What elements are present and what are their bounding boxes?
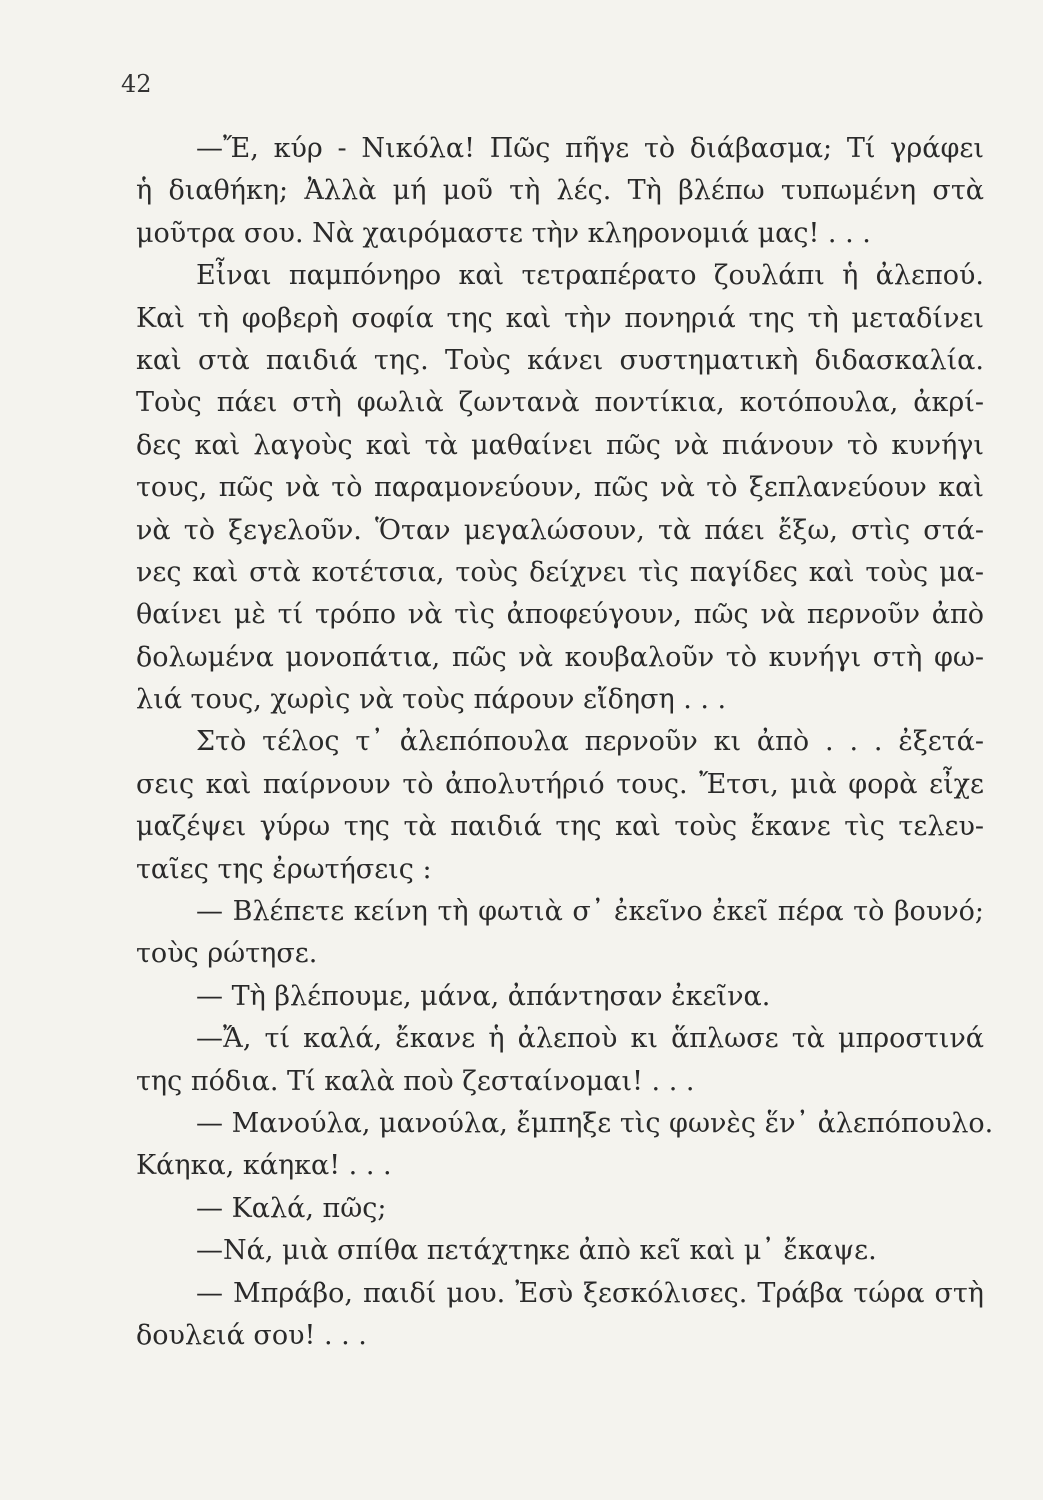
text-line: της πόδια. Τί καλὰ ποὺ ζεσταίνομαι! . . . <box>136 1065 695 1097</box>
text-line: Κάηκα, κάηκα! . . . <box>136 1150 392 1182</box>
text-line: ταῖες της ἐρωτήσεις : <box>136 853 432 885</box>
text-line: — Καλά, πῶς; <box>196 1192 387 1224</box>
text-line: καὶ στὰ παιδιά της. Τοὺς κάνει συστηματικὴ διδασκαλία. <box>136 344 984 376</box>
text-line: δουλειά σου! . . . <box>136 1319 367 1351</box>
page-number: 42 <box>121 70 152 98</box>
text-line: Στὸ τέλος τ᾽ ἀλεπόπουλα περνοῦν κι ἀπὸ . . . ἐξετά- <box>196 726 984 758</box>
text-line: θαίνει μὲ τί τρόπο νὰ τὶς ἀποφεύγουν, πῶς νὰ περνοῦν ἀπὸ <box>136 599 984 631</box>
text-line: —Νά, μιὰ σπίθα πετάχτηκε ἀπὸ κεῖ καὶ μ᾽ ἔκαψε. <box>196 1235 877 1267</box>
text-line: — Μπράβο, παιδί μου. Ἐσὺ ξεσκόλισες. Τράβα τώρα στὴ <box>196 1277 984 1309</box>
body-text <box>136 128 994 1357</box>
text-line: νὰ τὸ ξεγελοῦν. Ὅταν μεγαλώσουν, τὰ πάει ἔξω, στὶς στά- <box>136 514 984 546</box>
text-line: — Βλέπετε κείνη τὴ φωτιὰ σ᾽ ἐκεῖνο ἐκεῖ πέρα τὸ βουνό; <box>196 896 984 928</box>
text-line: δες καὶ λαγοὺς καὶ τὰ μαθαίνει πῶς νὰ πιάνουν τὸ κυνήγι <box>136 429 984 461</box>
text-line: —Ἔ, κύρ - Νικόλα! Πῶς πῆγε τὸ διάβασμα; Τί γράφει <box>196 133 984 164</box>
text-line: ἡ διαθήκη; Ἀλλὰ μή μοῦ τὴ λές. Τὴ βλέπω τυπωμένη στὰ <box>136 175 984 207</box>
text-line: τους, πῶς νὰ τὸ παραμονεύουν, πῶς νὰ τὸ ξεπλανεύουν καὶ <box>136 472 984 504</box>
text-line: νες καὶ στὰ κοτέτσια, τοὺς δείχνει τὶς παγίδες καὶ τοὺς μα- <box>136 556 984 588</box>
text-line: — Μανούλα, μανούλα, ἔμπηξε τὶς φωνὲς ἕν᾽ ἀλεπόπουλο. <box>196 1107 994 1139</box>
text-line: —Ἄ, τί καλά, ἔκανε ἡ ἀλεποὺ κι ἅπλωσε τὰ μπροστινά <box>196 1023 984 1055</box>
text-line: Καὶ τὴ φοβερὴ σοφία της καὶ τὴν πονηριά της τὴ μεταδίνει <box>136 302 984 334</box>
text-line: λιά τους, χωρὶς νὰ τοὺς πάρουν εἴδηση . . . <box>136 684 727 716</box>
text-line: Τοὺς πάει στὴ φωλιὰ ζωντανὰ ποντίκια, κοτόπουλα, ἀκρί- <box>136 387 984 419</box>
text-line: — Τὴ βλέπουμε, μάνα, ἀπάντησαν ἐκεῖνα. <box>196 980 771 1012</box>
text-line: σεις καὶ παίρνουν τὸ ἀπολυτήριό τους. Ἔτσι, μιὰ φορὰ εἶχε <box>136 768 984 800</box>
text-line: τοὺς ρώτησε. <box>136 938 318 970</box>
text-line: μαζέψει γύρω της τὰ παιδιά της καὶ τοὺς ἔκανε τὶς τελευ- <box>136 811 984 843</box>
text-line: μοῦτρα σου. Νὰ χαιρόμαστε τὴν κληρονομιά μας! . . . <box>136 217 871 249</box>
text-line: Εἶναι παμπόνηρο καὶ τετραπέρατο ζουλάπι ἡ ἀλεπού. <box>196 260 984 292</box>
text-line: δολωμένα μονοπάτια, πῶς νὰ κουβαλοῦν τὸ κυνήγι στὴ φω- <box>136 641 984 673</box>
